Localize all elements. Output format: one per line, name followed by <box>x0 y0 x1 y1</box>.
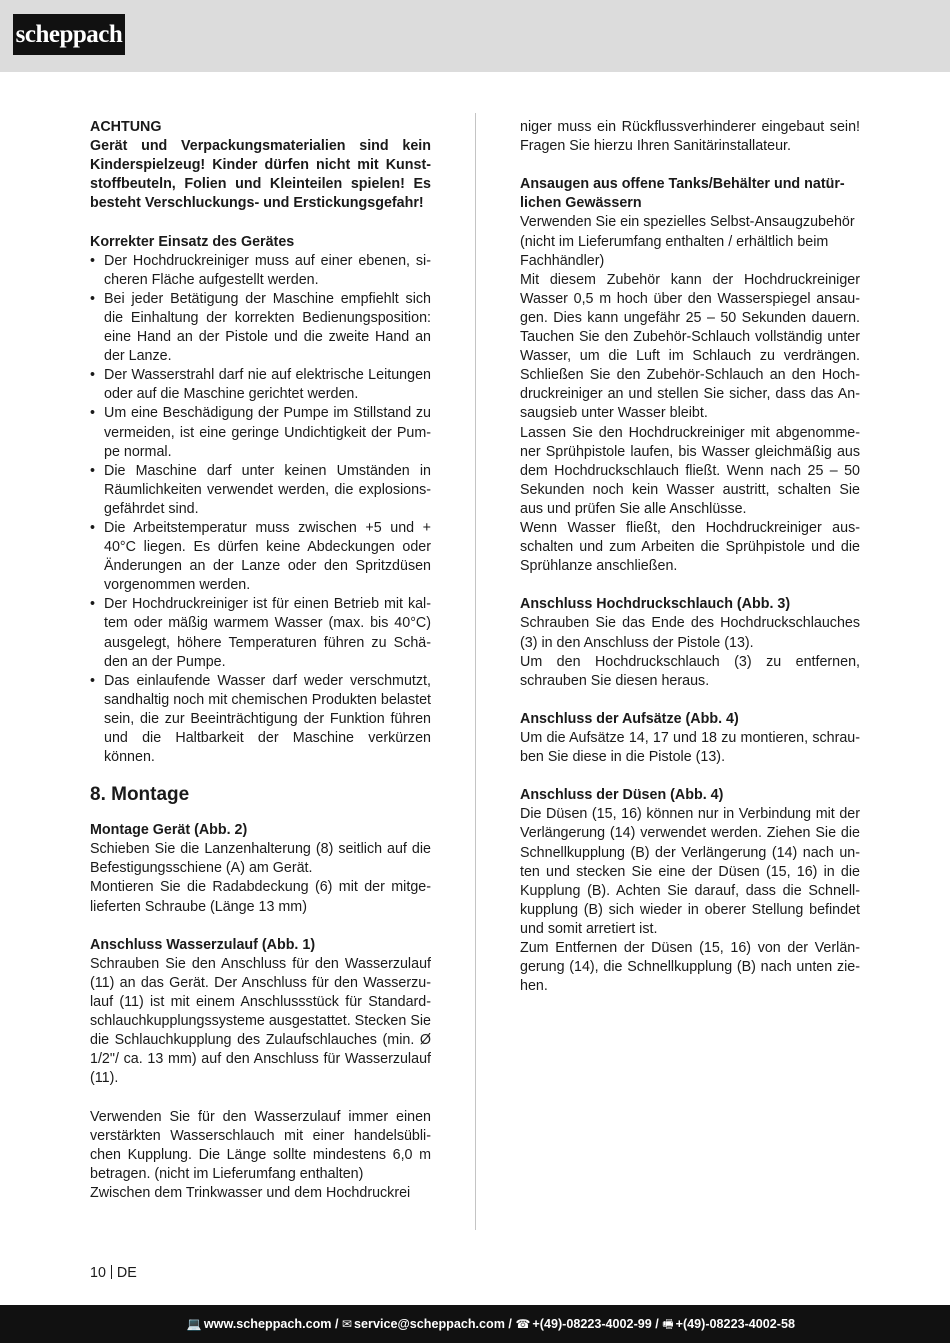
ansaugen-paragraph-3: Lassen Sie den Hochdruckreiniger mit abgenommener Sprühpistole laufen, bis Wasser gleichmäßig aus dem Hochdruckschlauch fließt. Wenn nach 25 – 50 Sekunden noch kein Wasser austritt, schalten Sie aus und prüfen Sie alle Anschlüsse. <box>520 424 860 517</box>
footer-separator: / <box>504 1317 516 1331</box>
einsatz-title: Korrekter Einsatz des Gerätes <box>90 233 295 250</box>
zulauf-paragraph-2: Verwenden Sie für den Wasserzulauf immer einen verstärkten Wasserschlauch mit einer handelsüblichen Kupplung. Die Länge sollte mindestens 6,0 m betragen. (nicht im Lieferumfang enthalten) <box>90 1108 431 1182</box>
list-item: • Das einlaufende Wasser darf weder verschmutzt, sandhaltig noch mit chemischen Produkten belastet sein, die zur Beeinträchtigung der Funktion führen und die Haltbarkeit der Maschine verkürzen können. <box>90 672 431 767</box>
footer-bar <box>0 1305 950 1343</box>
list-item: • Bei jeder Betätigung der Maschine empfiehlt sich die Einhaltung der korrekten Bedienungsposition: eine Hand an der Pistole und die zweite Hand an der Lanze. <box>90 290 431 366</box>
hd-paragraph-2: Um den Hochdruckschlauch (3) zu entfernen, schrauben Sie diesen heraus. <box>520 653 860 689</box>
page-language: DE <box>116 1265 137 1281</box>
continued-paragraph: niger muss ein Rückflussverhinderer eingebaut sein! Fragen Sie hierzu Ihren Sanitärinstallateur. <box>520 119 860 155</box>
list-item: • Der Wasserstrahl darf nie auf elektrische Leitungen oder auf die Maschine gerichtet werden. <box>90 366 431 404</box>
page-number-value: 10 <box>90 1265 106 1281</box>
footer-separator: / <box>651 1317 663 1331</box>
aufsaetze-paragraph: Um die Aufsätze 14, 17 und 18 zu montieren, schrauben Sie diese in die Pistole (13). <box>520 730 860 766</box>
achtung-title: ACHTUNG <box>90 119 162 135</box>
list-item: • Der Hochdruckreiniger ist für einen Betrieb mit kaltem oder mäßig warmem Wasser (max. bis 40°C) ausgelegt, höhere Temperaturen führen zu Schäden an der Pumpe. <box>90 595 431 671</box>
list-item: • Die Arbeitstemperatur muss zwischen +5 und + 40°C liegen. Es dürfen keine Abdeckungen oder Änderungen an der Lanze oder den Spritzdüsen vorgenommen werden. <box>90 519 431 595</box>
hd-title: Anschluss Hochdruckschlauch (Abb. 3) <box>520 596 791 613</box>
ansaugen-paragraph-2: Mit diesem Zubehör kann der Hochdruckreiniger Wasser 0,5 m hoch über den Wasserspiegel ansaugen. Dies kann ungefähr 25 – 50 Sekunden dauern. Tauchen Sie den Zubehör-Schlauch vollständig unter Wasser, um die Luft im Schlauch zu verdrängen. Schließen Sie den Zubehör-Schlauch an den Hochdruckreiniger an und stellen Sie sicher, dass das Ansaugsieb unter Wasser bleibt. <box>520 271 860 422</box>
footer-contact <box>187 1305 795 1343</box>
list-item: • Der Hochdruckreiniger muss auf einer ebenen, sicheren Fläche aufgestellt werden. <box>90 252 431 290</box>
zulauf-paragraph-1: Schrauben Sie den Anschluss für den Wasserzulauf (11) an das Gerät. Der Anschluss für den Wasserzulauf (11) ist mit einem Anschlussstück für Standardschlauchkupplungssysteme ausgestattet. Stecken Sie die Schlauchkupplung des Zulaufschlauches (min. Ø 1/2"/ ca. 13 mm) auf den Anschluss für Wasserzulauf (11). <box>90 955 431 1087</box>
phone-icon: ☎ <box>515 1317 531 1331</box>
achtung-text: Gerät und Verpackungsmaterialien sind kein Kinderspielzeug! Kinder dürfen nicht mit Kunststoffbeuteln, Folien und Kleinteilen spielen! Es besteht Verschluckungs- und Erstickungsgefahr! <box>90 138 431 212</box>
ansaugen-paragraph-4: Wenn Wasser fließt, den Hochdruckreiniger ausschalten und zum Arbeiten die Sprühpistole und die Sprühlanze anschließen. <box>520 519 860 575</box>
aufsaetze-title: Anschluss der Aufsätze (Abb. 4) <box>520 710 739 727</box>
section-heading-montage: 8. Montage <box>90 784 190 806</box>
einsatz-list <box>90 252 431 768</box>
list-item: • Um eine Beschädigung der Pumpe im Stillstand zu vermeiden, ist eine geringe Undichtigkeit der Pumpe normal. <box>90 404 431 461</box>
ansaugen-paragraph-1: Verwenden Sie ein spezielles Selbst-Ansaugzubehör (nicht im Lieferumfang enthalten / erhältlich beim Fachhändler) <box>520 214 855 269</box>
duesen-title: Anschluss der Düsen (Abb. 4) <box>520 787 724 804</box>
hd-paragraph-1: Schrauben Sie das Ende des Hochdruckschlauches (3) in den Anschluss der Pistole (13). <box>520 615 860 651</box>
fax-icon: 🖷 <box>662 1317 674 1331</box>
footer-phone: +(49)-08223-4002-99 <box>532 1317 652 1331</box>
page-number <box>90 1264 137 1283</box>
footer-fax: +(49)-08223-4002-58 <box>675 1317 795 1331</box>
mail-icon: ✉ <box>341 1317 353 1331</box>
zulauf-title: Anschluss Wasserzulauf (Abb. 1) <box>90 936 316 953</box>
zulauf-paragraph-3: Zwischen dem Trinkwasser und dem Hochdruckrei <box>90 1184 411 1201</box>
montage-title: Montage Gerät (Abb. 2) <box>90 822 248 839</box>
duesen-paragraph-2: Zum Entfernen der Düsen (15, 16) von der Verlängerung (14), die Schnellkupplung (B) nach unten ziehen. <box>520 940 860 995</box>
duesen-paragraph-1: Die Düsen (15, 16) können nur in Verbindung mit der Verlängerung (14) verwendet werden. Ziehen Sie die Schnellkupplung (B) der Verlängerung (14) nach unten und stecken Sie eine der Düsen (15, 16) in die Kupplung (B). Achten Sie darauf, dass die Schnellkupplung (B) sich wieder in oberer Stellung befindet und somit arretiert ist. <box>520 806 860 937</box>
column-divider <box>475 113 476 1230</box>
montage-paragraph-2: Montieren Sie die Radabdeckung (6) mit der mitgelieferten Schraube (Länge 13 mm) <box>90 879 431 915</box>
right-column <box>520 118 860 996</box>
footer-separator: / <box>331 1317 342 1331</box>
footer-web[interactable]: www.scheppach.com <box>203 1317 332 1331</box>
page-number-separator <box>111 1265 112 1279</box>
header-bar <box>0 0 950 72</box>
scheppach-logo: scheppach <box>13 14 125 55</box>
montage-paragraph-1: Schieben Sie die Lanzenhalterung (8) seitlich auf die Befestigungsschiene (A) am Gerät. <box>90 841 431 877</box>
ansaugen-title: Ansaugen aus offene Tanks/Behälter und natürlichen Gewässern <box>520 176 845 212</box>
left-column <box>90 118 431 1203</box>
list-item: • Die Maschine darf unter keinen Umständen in Räumlichkeiten verwendet werden, die explosionsgefährdet sind. <box>90 462 431 519</box>
computer-icon: 💻 <box>186 1317 202 1331</box>
footer-email[interactable]: service@scheppach.com <box>354 1317 505 1331</box>
